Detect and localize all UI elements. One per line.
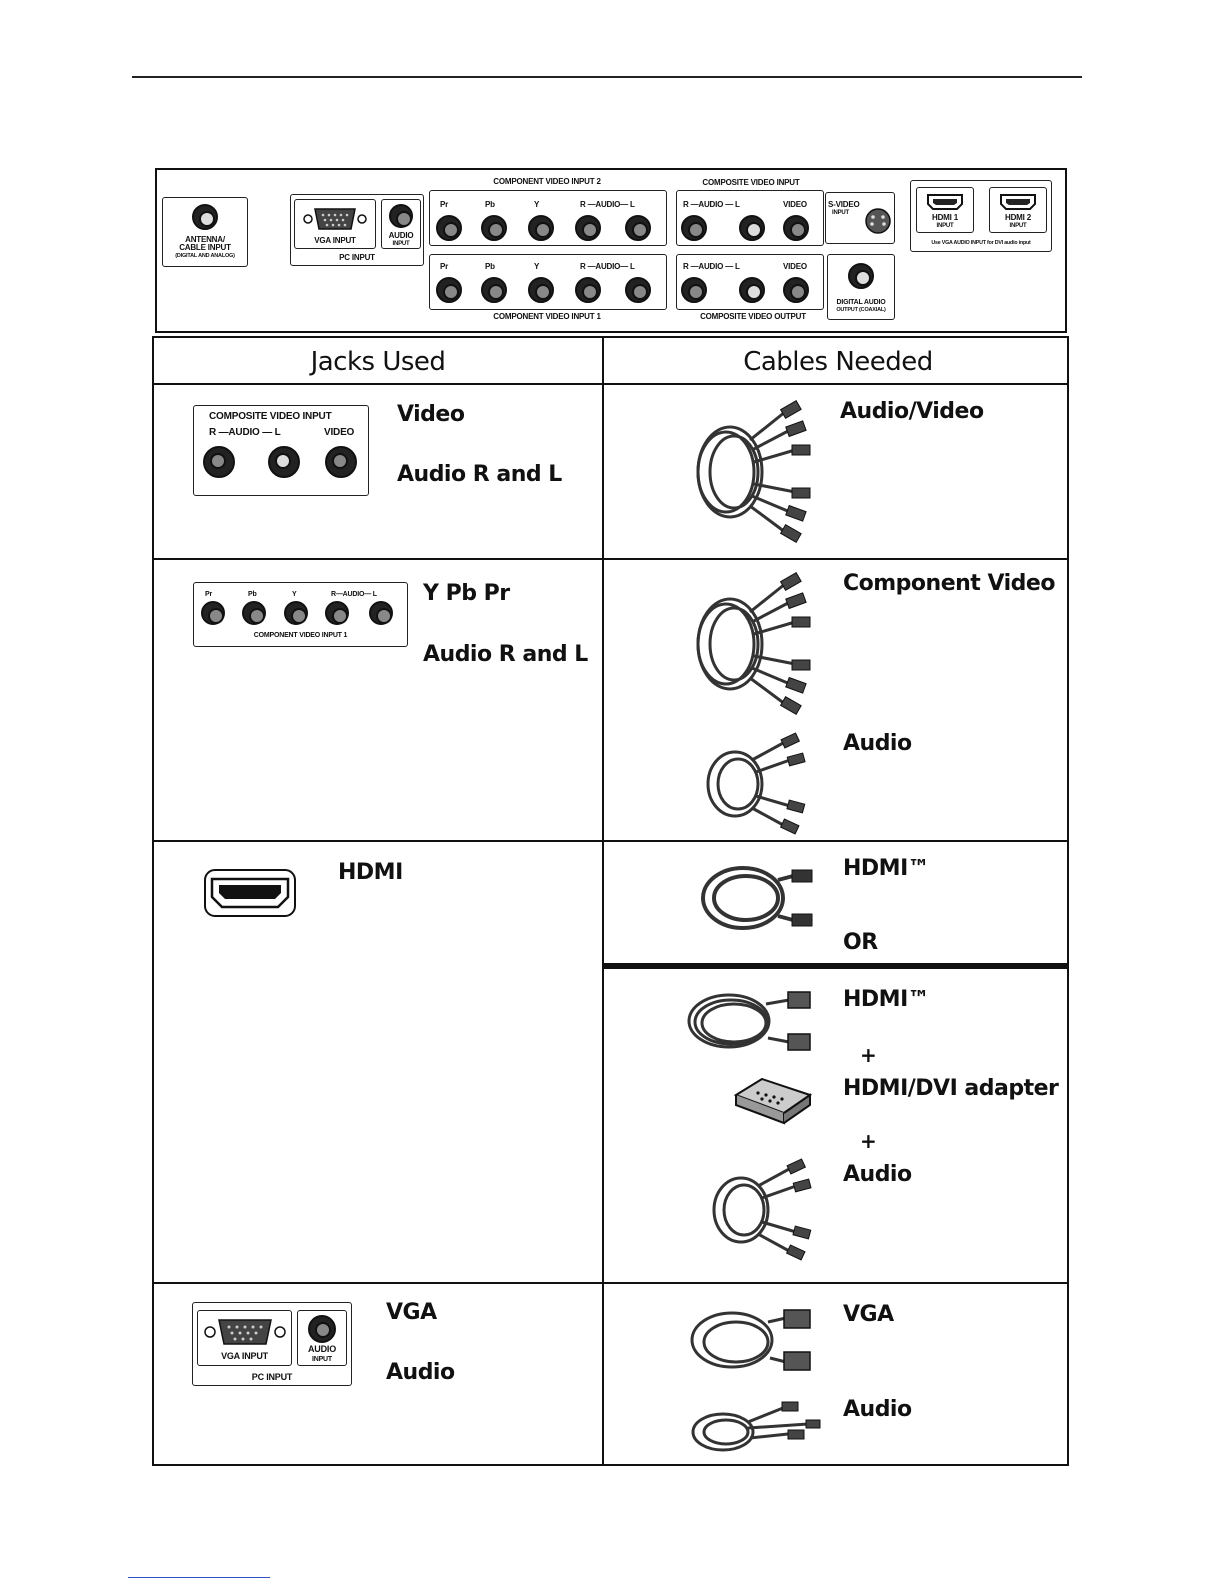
svideo-label-2: INPUT (832, 210, 850, 216)
antenna-sub-label: (DIGITAL AND ANALOG) (175, 253, 235, 259)
antenna-jack-icon (192, 204, 218, 230)
vga-cable-icon (688, 1304, 818, 1376)
row1-caption-video: Video (397, 402, 465, 427)
c2-pr-jack-icon (436, 215, 462, 241)
mini-comp-pb-jack-icon (242, 601, 266, 625)
pc-audio-label: AUDIO (388, 231, 414, 240)
digital-audio-label: DIGITAL AUDIO (836, 299, 886, 306)
row3-cable-adapter: HDMI/DVI adapter (843, 1076, 1059, 1101)
col-header-cables: Cables Needed (743, 347, 933, 377)
mini-composite-audio-label: R —AUDIO — L (209, 427, 281, 438)
co-audio-r-jack-icon (681, 277, 707, 303)
hdmi1-label: HDMI 1 (932, 213, 958, 222)
composite-out-title: COMPOSITE VIDEO OUTPUT (700, 312, 806, 321)
pc-audio-jack-icon (389, 204, 413, 228)
mini-comp-l-jack-icon (369, 601, 393, 625)
c1-pr-jack-icon (436, 277, 462, 303)
mini-vga-box (197, 1310, 292, 1366)
vga-port-icon (303, 206, 367, 232)
c2-pr-label: Pr (440, 200, 449, 209)
hdmi1-port-icon (926, 193, 964, 211)
column-divider (602, 336, 604, 1466)
row2-cable-component: Component Video (843, 571, 1055, 596)
ci-audio-label: R —AUDIO — L (683, 200, 740, 209)
mini-comp-r-jack-icon (325, 601, 349, 625)
composite-out-group (676, 254, 824, 310)
component-cable-icon (690, 572, 820, 717)
mini-vga-port-icon (204, 1317, 286, 1347)
rear-connector-panel (155, 168, 1067, 333)
hdmi2-box (989, 187, 1047, 233)
ci-audio-r-jack-icon (681, 215, 707, 241)
c1-pb-label: Pb (485, 262, 495, 271)
row1-cable-av: Audio/Video (840, 399, 984, 424)
c1-y-jack-icon (528, 277, 554, 303)
co-audio-l-jack-icon (739, 277, 765, 303)
component2-group (429, 190, 667, 246)
mini-vga-label: VGA INPUT (221, 1351, 268, 1361)
svideo-box (825, 192, 895, 244)
mini-comp-pb-label: Pb (248, 591, 257, 598)
composite-in-title: COMPOSITE VIDEO INPUT (702, 178, 800, 187)
co-audio-label: R —AUDIO — L (683, 262, 740, 271)
row3-cable-audio: Audio (843, 1162, 912, 1187)
mini-comp-y-label: Y (292, 591, 297, 598)
row2-cable-audio: Audio (843, 731, 912, 756)
ci-video-label: VIDEO (783, 200, 807, 209)
or-divider (602, 963, 1069, 969)
hdmi1-label-2: INPUT (936, 223, 954, 229)
header-divider (152, 383, 1069, 385)
component1-group (429, 254, 667, 310)
row3-cable-or: OR (843, 930, 878, 955)
mini-pc-input-label: PC INPUT (251, 1372, 293, 1382)
antenna-group (162, 197, 248, 267)
row1-caption-audio: Audio R and L (397, 462, 562, 487)
ci-audio-l-jack-icon (739, 215, 765, 241)
pc-input-group (290, 194, 424, 266)
av-cable-icon (690, 400, 820, 545)
mini-pc-audio-label-2: INPUT (311, 1356, 332, 1363)
col-header-jacks: Jacks Used (310, 347, 446, 377)
c1-pr-label: Pr (440, 262, 449, 271)
digital-audio-jack-icon (848, 263, 874, 289)
header-rule (132, 76, 1082, 78)
c1-pb-jack-icon (481, 277, 507, 303)
hdmi-note: Use VGA AUDIO INPUT for DVI audio input (931, 240, 1031, 246)
composite-in-group (676, 190, 824, 246)
mini-composite-title: COMPOSITE VIDEO INPUT (209, 411, 332, 422)
row-divider-1 (152, 558, 1069, 560)
mini-comp-pr-label: Pr (205, 591, 212, 598)
c2-y-jack-icon (528, 215, 554, 241)
audio-stereo-cable-icon (688, 1398, 828, 1458)
hdmi-dvi-adapter-icon (728, 1073, 818, 1129)
c2-audio-r-jack-icon (575, 215, 601, 241)
hdmi-group (910, 180, 1052, 252)
mini-composite-r-jack-icon (203, 446, 235, 478)
row-divider-2 (152, 840, 1069, 842)
c1-audio-l-jack-icon (625, 277, 651, 303)
mini-composite-l-jack-icon (268, 446, 300, 478)
row4-cable-vga: VGA (843, 1302, 894, 1327)
ci-video-jack-icon (783, 215, 809, 241)
digital-audio-box (827, 254, 895, 320)
hdmi-cable-icon (698, 858, 818, 938)
component1-title: COMPONENT VIDEO INPUT 1 (493, 312, 601, 321)
c2-pb-jack-icon (481, 215, 507, 241)
hdmi-port-icon (203, 868, 297, 918)
mini-comp-y-jack-icon (284, 601, 308, 625)
mini-composite-video-label: VIDEO (324, 427, 355, 438)
row3-cable-hdmi-2: HDMI™ (843, 987, 930, 1012)
co-video-jack-icon (783, 277, 809, 303)
pc-input-label: PC INPUT (339, 253, 375, 262)
mini-pc-audio-label: AUDIO (308, 1344, 336, 1354)
hdmi-cable-2-icon (684, 986, 819, 1056)
c1-audio-label: R —AUDIO— L (580, 262, 635, 271)
c2-audio-l-jack-icon (625, 215, 651, 241)
hdmi2-port-icon (999, 193, 1037, 211)
c2-pb-label: Pb (485, 200, 495, 209)
vga-input-label: VGA INPUT (314, 236, 356, 245)
row3-plus-2: + (860, 1129, 877, 1153)
svideo-port-icon (864, 207, 892, 235)
mini-composite-video-jack-icon (325, 446, 357, 478)
vga-input-box (294, 199, 376, 249)
row-divider-3 (152, 1282, 1069, 1284)
mini-comp-pr-jack-icon (201, 601, 225, 625)
hdmi1-box (916, 187, 974, 233)
antenna-label-2: CABLE INPUT (179, 243, 231, 252)
mini-comp-title: COMPONENT VIDEO INPUT 1 (253, 632, 348, 639)
audio-cable-icon (700, 734, 810, 834)
mini-composite-panel (193, 405, 369, 496)
component2-title: COMPONENT VIDEO INPUT 2 (493, 177, 601, 186)
mini-pc-audio-box (297, 1310, 347, 1366)
row4-cable-audio: Audio (843, 1397, 912, 1422)
row2-caption-audio: Audio R and L (423, 642, 588, 667)
pc-audio-label-2: INPUT (392, 241, 410, 247)
row3-caption-hdmi: HDMI (338, 860, 403, 885)
footer-link-rule (128, 1577, 270, 1578)
c1-y-label: Y (534, 262, 540, 271)
row2-caption-ypbpr: Y Pb Pr (423, 581, 510, 606)
row4-caption-audio: Audio (386, 1360, 455, 1385)
row3-plus-1: + (860, 1043, 877, 1067)
c2-audio-label: R —AUDIO— L (580, 200, 635, 209)
mini-pc-panel (192, 1302, 352, 1386)
mini-component-panel (193, 582, 408, 647)
hdmi2-label-2: INPUT (1009, 223, 1027, 229)
row3-cable-hdmi: HDMI™ (843, 856, 930, 881)
svideo-label: S-VIDEO (828, 200, 860, 209)
mini-pc-audio-jack-icon (308, 1315, 336, 1343)
antenna-label: ANTENNA/ (185, 235, 225, 244)
audio-cable-2-icon (706, 1160, 816, 1260)
c2-y-label: Y (534, 200, 540, 209)
hdmi2-label: HDMI 2 (1005, 213, 1031, 222)
c1-audio-r-jack-icon (575, 277, 601, 303)
digital-audio-label-2: OUTPUT (COAXIAL) (836, 307, 886, 313)
co-video-label: VIDEO (783, 262, 807, 271)
row4-caption-vga: VGA (386, 1300, 437, 1325)
pc-audio-box (381, 199, 421, 249)
mini-comp-audio-label: R—AUDIO— L (331, 591, 377, 598)
